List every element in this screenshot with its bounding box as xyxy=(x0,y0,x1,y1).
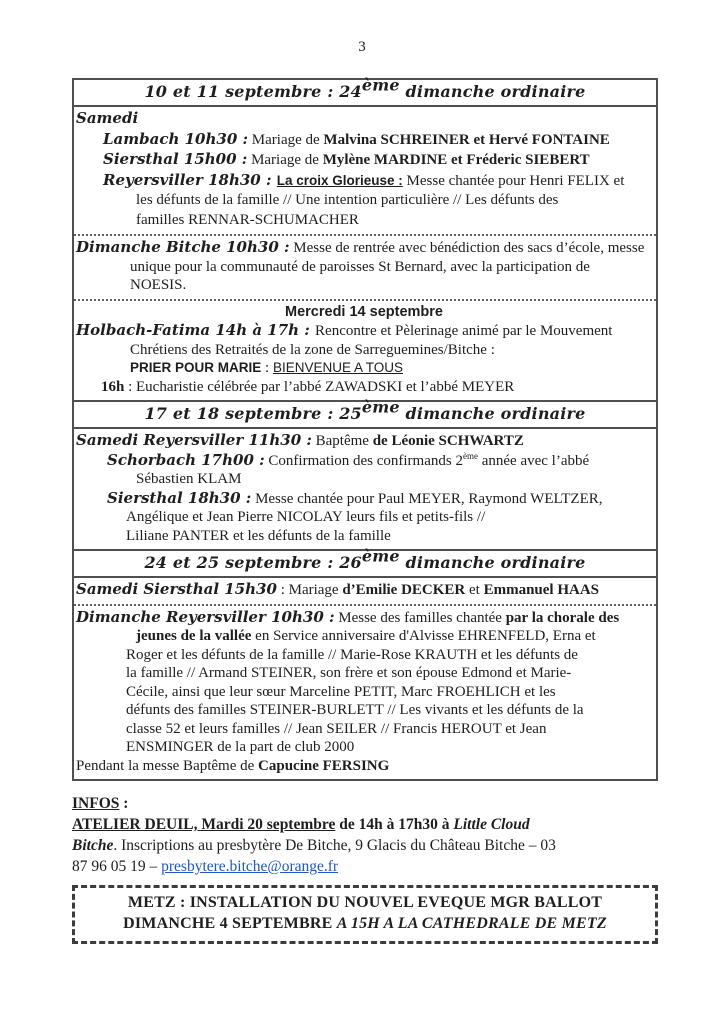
wednesday-block xyxy=(74,301,656,401)
place-time: Holbach-Fatima 14h à 17h : xyxy=(76,321,316,339)
names-bold: Emmanuel HAAS xyxy=(483,582,600,598)
schedule-line xyxy=(76,489,652,509)
place-time: Siersthal 15h00 : xyxy=(103,150,248,168)
schedule-line xyxy=(76,359,652,378)
event-text: Pendant la messe Baptême de xyxy=(76,757,259,774)
names-bold: Malvina SCHREINER et Hervé FONTAINE xyxy=(323,131,610,148)
event-text: Messe chantée pour Paul MEYER, Raymond WELTZER, xyxy=(251,490,603,507)
choir-bold: par la chorale des xyxy=(505,609,620,626)
event-text: NOESIS. xyxy=(130,277,187,293)
week3-sunday-block xyxy=(74,606,656,780)
event-text: Confirmation des confirmands 2 xyxy=(264,452,463,469)
week1-saturday-block xyxy=(74,107,656,234)
wednesday-title: Mercredi 14 septembre xyxy=(285,303,443,320)
mass-schedule-table xyxy=(72,75,658,781)
week3-header-text: 24 et 25 septembre : 26 xyxy=(144,553,362,572)
week2-header-rest: dimanche ordinaire xyxy=(399,404,586,423)
place-time: Schorbach 17h00 : xyxy=(107,450,265,469)
week3-header-rest: dimanche ordinaire xyxy=(399,553,586,572)
schedule-line xyxy=(76,431,652,451)
event-text: Mariage de xyxy=(248,131,324,148)
choir-bold: jeunes de la vallée xyxy=(136,628,252,644)
metz-line xyxy=(81,913,649,934)
bulletin-content xyxy=(72,75,658,944)
infos-section xyxy=(72,793,658,877)
event-text: la famille // Armand STEINER, son frère et son épouse Edmond et Marie- xyxy=(126,665,572,681)
schedule-line xyxy=(76,321,652,341)
infos-title: INFOS xyxy=(72,795,120,812)
metz-text: DIMANCHE 4 SEPTEMBRE xyxy=(123,915,337,932)
week3-header-sup: ème xyxy=(361,546,400,566)
event-text: familles RENNAR-SCHUMACHER xyxy=(136,211,359,228)
infos-title-line xyxy=(72,793,658,814)
time-bold: 16h xyxy=(101,378,125,395)
schedule-line xyxy=(76,683,652,702)
event-text: Chrétiens des Retraités de la zone de Sarreguemines/Bitche : xyxy=(130,341,495,358)
event-text: : Mariage xyxy=(276,582,343,598)
schedule-line xyxy=(76,191,652,211)
event-text: : xyxy=(261,360,273,376)
schedule-line xyxy=(76,508,652,527)
atelier-line xyxy=(72,856,658,877)
schedule-line xyxy=(76,341,652,360)
place-time: Siersthal 18h30 : xyxy=(107,488,252,507)
schedule-line xyxy=(76,646,652,665)
names-bold: Capucine FERSING xyxy=(258,757,390,774)
event-text: Messe des familles chantée xyxy=(334,609,506,626)
metz-text: METZ : INSTALLATION DU NOUVEL EVEQUE MGR BALLOT xyxy=(127,894,603,911)
event-text: en Service anniversaire d'Alvisse EHRENFELD, Erna et xyxy=(251,628,596,644)
week1-header-sup: ème xyxy=(361,75,400,95)
atelier-line xyxy=(72,814,658,835)
event-text: unique pour la communauté de paroisses St Bernard, avec la participation de xyxy=(130,258,590,275)
atelier-venue-italic: Bitche xyxy=(72,837,114,854)
schedule-line xyxy=(76,701,652,720)
schedule-line xyxy=(76,451,652,471)
place-time: Dimanche Reyersviller 10h30 : xyxy=(76,607,335,626)
email-link[interactable]: presbytere.bitche@orange.fr xyxy=(161,858,339,875)
schedule-line xyxy=(76,738,652,757)
schedule-line xyxy=(76,211,652,231)
place-time: Samedi Reyersviller 11h30 : xyxy=(76,431,312,449)
metz-line xyxy=(81,892,649,913)
week1-header-rest: dimanche ordinaire xyxy=(399,82,586,101)
place-time: Reyersviller 18h30 : xyxy=(103,170,277,189)
event-text: défunts des familles STEINER-BURLETT // Les vivants et les défunts de la xyxy=(126,702,584,718)
day-label: Samedi xyxy=(76,109,139,127)
schedule-line xyxy=(76,470,652,489)
week3-header xyxy=(74,546,656,578)
prier-bold: PRIER POUR MARIE xyxy=(130,360,262,375)
atelier-underlined: ATELIER DEUIL, Mardi 20 septembre xyxy=(72,816,336,833)
wednesday-title-line xyxy=(76,303,652,322)
schedule-line xyxy=(76,580,652,600)
atelier-bold: de 14h à 17h30 à xyxy=(335,816,454,833)
week3-saturday-block xyxy=(74,578,656,604)
event-text: classe 52 et leurs familles // Jean SEILER // Francis HEROUT et Jean xyxy=(126,720,547,737)
event-text: Messe chantée pour Henri FELIX et xyxy=(402,172,625,189)
schedule-line xyxy=(76,130,652,151)
schedule-line xyxy=(76,378,652,397)
event-text: et xyxy=(465,582,484,598)
event-text: Liliane PANTER et les défunts de la famille xyxy=(126,527,391,544)
schedule-line xyxy=(76,258,652,277)
week2-header-text: 17 et 18 septembre : 25 xyxy=(144,404,362,423)
place-time: Dimanche Bitche 10h30 : xyxy=(76,238,290,256)
schedule-line xyxy=(76,527,652,546)
schedule-line xyxy=(76,276,652,295)
bienvenue-underlined: BIENVENUE A TOUS xyxy=(272,360,403,375)
schedule-line xyxy=(76,664,652,683)
metz-text-italic: A 15H A LA CATHEDRALE DE METZ xyxy=(336,915,607,932)
event-text: Cécile, ainsi que leur sœur Marceline PETIT, Marc FROEHLICH et les xyxy=(126,683,556,700)
week2-header xyxy=(74,397,656,429)
week1-header-text: 10 et 11 septembre : 24 xyxy=(144,82,362,101)
week2-block xyxy=(74,429,656,549)
place-time: Samedi Siersthal 15h30 xyxy=(76,580,277,598)
event-text: les défunts de la famille // Une intention particulière // Les défunts des xyxy=(136,192,559,208)
event-text: Rencontre et Pèlerinage animé par le Mouvement xyxy=(315,323,613,339)
atelier-venue-italic: Little Cloud xyxy=(453,816,530,833)
names-bold: d’Emilie DECKER xyxy=(342,582,466,598)
schedule-line xyxy=(76,238,652,258)
page-number: 3 xyxy=(358,39,366,55)
event-text: Baptême xyxy=(311,433,373,449)
names-bold: Mylène MARDINE et Fréderic SIEBERT xyxy=(322,152,590,168)
superscript: ème xyxy=(462,450,478,461)
event-text: Roger et les défunts de la famille // Marie-Rose KRAUTH et les défunts de xyxy=(126,646,578,663)
event-text: année avec l’abbé xyxy=(477,452,590,469)
event-text: Mariage de xyxy=(247,152,323,168)
event-text: Messe de rentrée avec bénédiction des sacs d’école, messe xyxy=(289,240,645,256)
schedule-line xyxy=(76,171,652,192)
place-time: Lambach 10h30 : xyxy=(103,129,249,148)
feast-title: La croix Glorieuse : xyxy=(276,172,403,188)
day-label-line xyxy=(76,109,652,130)
atelier-text: 87 96 05 19 – xyxy=(72,858,162,875)
infos-title-colon: : xyxy=(119,795,129,812)
event-text: Sébastien KLAM xyxy=(136,471,242,487)
atelier-line xyxy=(72,835,658,856)
schedule-line xyxy=(76,608,652,628)
week1-header xyxy=(74,75,656,107)
event-text: Angélique et Jean Pierre NICOLAY leurs fils et petits-fils // xyxy=(126,509,486,525)
schedule-line xyxy=(76,627,652,646)
pendant-line xyxy=(76,757,652,776)
event-text: ENSMINGER de la part de club 2000 xyxy=(126,739,355,755)
week1-sunday-block xyxy=(74,236,656,299)
week2-header-sup: ème xyxy=(361,397,400,417)
event-text: : Eucharistie célébrée par l’abbé ZAWADSKI et l’abbé MEYER xyxy=(124,378,515,395)
metz-announcement-box xyxy=(72,885,658,944)
schedule-line xyxy=(76,720,652,739)
schedule-line xyxy=(76,150,652,171)
names-bold: de Léonie SCHWARTZ xyxy=(372,433,524,449)
atelier-text: . Inscriptions au presbytère De Bitche, 9 Glacis du Château Bitche – 03 xyxy=(113,837,556,854)
